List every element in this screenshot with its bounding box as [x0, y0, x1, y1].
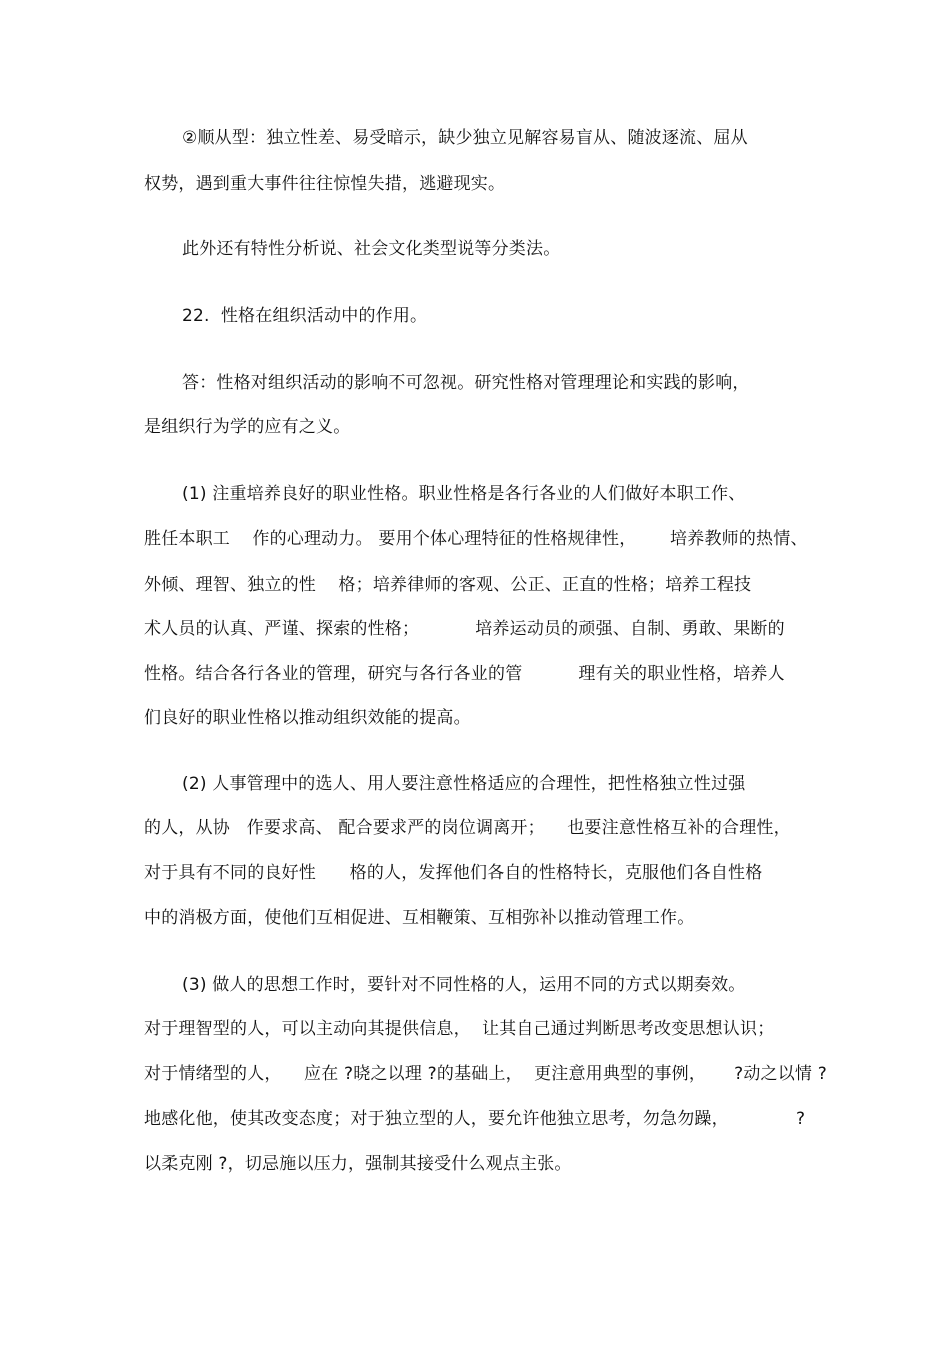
paragraph-line: 以柔克刚 ?，切忌施以压力，强制其接受什么观点主张。: [144, 1154, 572, 1174]
paragraph-line: 性格。结合各行各业的管理，研究与各行各业的管 理有关的职业性格，培养人: [144, 664, 785, 684]
paragraph-line: 的人，从协 作要求高、 配合要求严的岗位调离开； 也要注意性格互补的合理性，: [144, 818, 791, 838]
paragraph-line: 外倾、理智、独立的性 格；培养律师的客观、公正、正直的性格；培养工程技: [144, 575, 752, 595]
paragraph-line: (1) 注重培养良好的职业性格。职业性格是各行各业的人们做好本职工作、: [182, 484, 746, 504]
paragraph-line: ②顺从型：独立性差、易受暗示，缺少独立见解容易盲从、随波逐流、屈从: [182, 128, 748, 148]
paragraph-line: (3) 做人的思想工作时，要针对不同性格的人，运用不同的方式以期奏效。: [182, 975, 746, 995]
paragraph-line: 对于具有不同的良好性 格的人，发挥他们各自的性格特长，克服他们各自性格: [144, 863, 763, 883]
paragraph-line: 胜任本职工 作的心理动力。 要用个体心理特征的性格规律性， 培养教师的热情、: [144, 529, 808, 549]
paragraph-line: 答：性格对组织活动的影响不可忽视。研究性格对管理理论和实践的影响，: [182, 373, 750, 393]
paragraph-line: 中的消极方面，使他们互相促进、互相鞭策、互相弥补以推动管理工作。: [144, 908, 695, 928]
paragraph-line: 地感化他，使其改变态度；对于独立型的人，要允许他独立思考，勿急勿躁， ?: [144, 1109, 806, 1129]
paragraph-line: (2) 人事管理中的选人、用人要注意性格适应的合理性，把性格独立性过强: [182, 774, 746, 794]
paragraph-line: 术人员的认真、严谨、探索的性格； 培养运动员的顽强、自制、勇敢、果断的: [144, 619, 785, 639]
paragraph-line: 权势，遇到重大事件往往惊惶失措，逃避现实。: [144, 174, 506, 194]
paragraph-line: 对于情绪型的人， 应在 ?晓之以理 ?的基础上， 更注意用典型的事例， ?动之以情 ?: [144, 1064, 827, 1084]
paragraph-line: 对于理智型的人，可以主动向其提供信息， 让其自己通过判断思考改变思想认识；: [144, 1019, 775, 1039]
paragraph-line: 此外还有特性分析说、社会文化类型说等分类法。: [182, 239, 561, 259]
section-heading: 22. 性格在组织活动中的作用。: [182, 306, 428, 326]
paragraph-line: 是组织行为学的应有之义。: [144, 417, 351, 437]
paragraph-line: 们良好的职业性格以推动组织效能的提高。: [144, 708, 471, 728]
